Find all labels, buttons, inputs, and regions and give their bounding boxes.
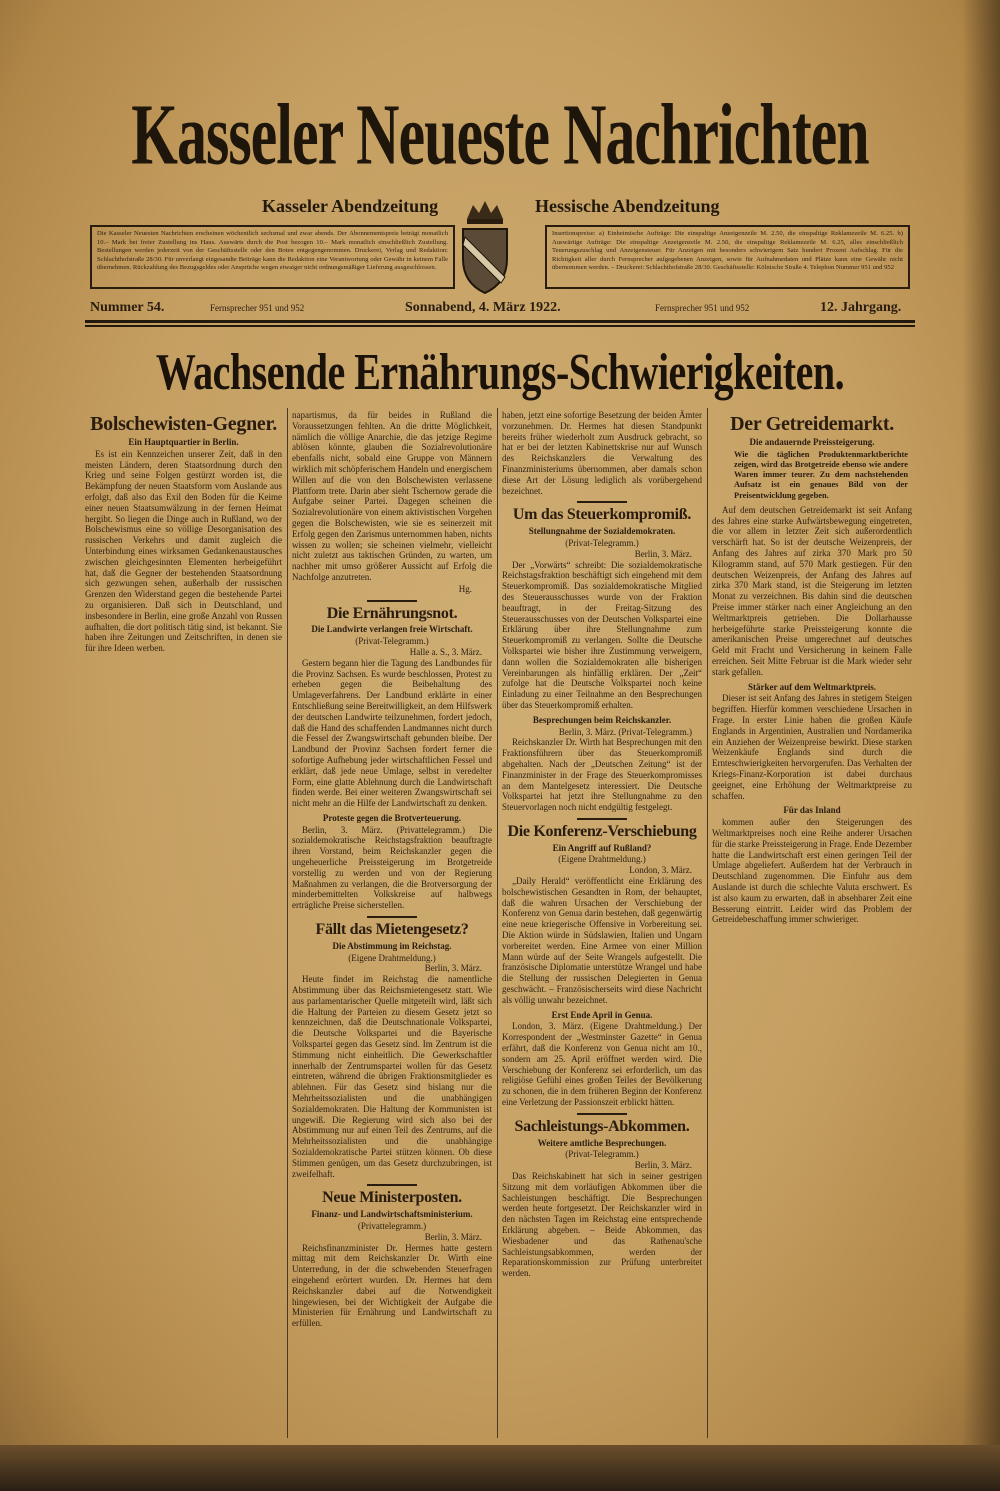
article-intro: Wie die täglichen Produktenmarktberichte zeigen, wird das Brotgetreide ebenso wie andere Waren immer teurer. Zu dem nachstehenden Aufsatz ist ein genaues Bild von der Preisentwicklung gegeben. bbox=[734, 449, 908, 500]
scan-border bbox=[0, 1445, 1000, 1491]
article-source: (Privattelegramm.) bbox=[357, 1220, 427, 1231]
article-text: Das Reichskabinett hat sich in seiner gestrigen Sitzung mit dem vorläufigen Abkommen über die Sachleistungen beschäftigt. Die Besprechungen werden heute fortgesetzt. Der Reichskanzler wird in den nächsten Tagen im Reichstag eine entsprechende Erklärung abgeben. – Beide Abkommen, das Wiesbadener und das Rathenau'sche Sachleistungsabkommen, werden der Reparationskommission zur Prüfung unterbreitet werden. bbox=[502, 1171, 702, 1279]
article-text: Dieser ist seit Anfang des Jahres in stetigem Steigen begriffen. Hierfür kommen verschiedene Ursachen in Frage. In erster Linie haben die großen Käufe Englands in Argentinien, Australien und Nordamerika ein Anziehen der Weizenpreise bewirkt. Diese starken Weizenkäufe Englands sind durch die Ernteschwierigkeiten hervorgerufen. Das Verhalten der Kriegs-Finanz-Korporation ist dabei durchaus geeignet, eine Erhöhung der Weltmarktpreise zu schaffen. bbox=[712, 693, 912, 801]
separator bbox=[577, 1113, 627, 1115]
column-divider bbox=[707, 408, 708, 1438]
article-source: (Eigene Drahtmeldung.) bbox=[348, 952, 436, 963]
article-text: Heute findet im Reichstag die namentliche Abstimmung über das Reichsmietengesetz statt. Wie aus parlamentarischer Quelle mitgeteilt wird, läßt sich die Haltung der Parteien zu diesem Gesetz jetzt so kennzeichnen, daß die Deutschnationale Volkspartei, die Deutsche Volkspartei und die Bayerische Volkspartei gegen das Gesetz sind. Im Zentrum ist die Stimmung nicht einheitlich. Die Gewerkschaftler innerhalb der Zentrumspartei wollen für das Gesetz eintreten, während die übrigen Fraktionsmitglieder es ablehnen. Für das Gesetz sind bislang nur die Mehrheitssozialisten und die unabhängigen Sozialdemokraten. Die Haltung der Kommunisten ist ungewiß. Die Regierung wird sich also bei der Abstimmung nur auf einen Teil des Zentrums, auf die Mehrheitssozialisten und die unabhängige Sozialdemokratische Partei stützen können. Ob diese Stimmen genügen, um das Gesetz durchzubringen, ist zweifelhaft. bbox=[292, 974, 492, 1179]
separator bbox=[367, 916, 417, 918]
article-text: haben, jetzt eine sofortige Besetzung der beiden Ämter vorzunehmen. Dr. Hermes hat diesen Standpunkt bereits früher wiederholt zum Ausdruck gebracht, so hat er bei der letzten Kabinettskrise nur auf Wunsch des Reichskanzlers die Verwaltung des Finanzministeriums übernommen, aber damals schon diese Art der Lösung lediglich als vorübergehend bezeichnet. bbox=[502, 410, 702, 496]
author-signature: Hg. bbox=[458, 583, 472, 594]
article-text: „Daily Herald“ veröffentlicht eine Erklärung des bolschewistischen Gesandten in Rom, der behauptet, daß die wahren Ursachen der Verschiebung der Konferenz von Genua darin bestehen, daß gegenwärtig eine neue kriegerische Offensive in Vorbereitung sei. Die Aktion würde in Südslawien, Italien und Ungarn vorbereitet werden. Eine Armee von einer Million Mann würde auf der Seite Wrangels aufgestellt. Die französische Diplomatie unterstütze Wrangel und habe die Stellung der russischen Delegierten in Genua geschwächt. – Französischerseits wird diese Nachricht als völlig unwahr bezeichnet. bbox=[502, 876, 702, 1005]
article-dateline: London, 3. März. bbox=[629, 865, 692, 876]
masthead-title: Kasseler Neueste Nachrichten bbox=[131, 86, 869, 183]
issue-number: Nummer 54. bbox=[90, 300, 165, 315]
article-text: Gestern begann hier die Tagung des Landbundes für die Provinz Sachsen. Es wurde beschlossen, Protest zu erheben gegen die Beibehaltung des Umlageverfahrens. Der Landbund erklärte in einer Entschließung seine Bereitwilligkeit, an dem Hilfswerk der deutschen Landwirte teilzunehmen, fordert jedoch, daß die Hand des schaffenden Landmannes nicht durch die Fessel der Zwangswirtschaft gebunden bleibe. Der Landbund der Provinz Sachsen fordert ferner die sofortige Aufhebung jeder wirtschaftlichen Fessel und erklärt, daß jede neue Umlage, selbst in veredelter Form, eine glatte Ablehnung durch die Landwirtschaft finden werde. Bei einer weiteren Zwangswirtschaft sei nicht mehr an die Hilfe der Landwirtschaft zu denken. bbox=[292, 657, 492, 809]
article-text: Berlin, 3. März. (Privattelegramm.) Die sozialdemokratische Reichstagsfraktion beauftragte ihren Vorstand, beim Reichskanzler gegen die ungeheuerliche Preissteigerung im Brotgetreide vorstellig zu werden und von der Regierung Maßnahmen zu verlangen, die die Brotversorgung der minderbemittelten Volkskreise auf halbwegs erträgliche Preise sicherstellen. bbox=[292, 824, 492, 911]
article-title: Die Konferenz-Verschiebung bbox=[507, 822, 697, 840]
article-subtitle: Weitere amtliche Besprechungen. bbox=[537, 1137, 667, 1148]
article-subtitle: Die Abstimmung im Reichstag. bbox=[332, 940, 452, 951]
article-subtitle: Finanz- und Landwirtschaftsministerium. bbox=[311, 1209, 473, 1220]
column-4 bbox=[712, 410, 912, 926]
article-source: (Eigene Drahtmeldung.) bbox=[558, 854, 646, 865]
separator bbox=[577, 818, 627, 820]
article-subheading: Stärker auf dem Weltmarktpreis. bbox=[748, 681, 876, 692]
article-dateline: Berlin, 3. März. bbox=[424, 1231, 482, 1242]
article-title: Neue Ministerposten. bbox=[322, 1189, 462, 1207]
article-text: kommen außer den Steigerungen des Weltmarktpreises noch eine Reihe anderer Ursachen für die starke Preissteigerung in Frage. Ende Dezember hatte die Landwirtschaft erst einen geringen Teil der Umlage abgeliefert. Außerdem hat der Verbrauch in Deutschland zugenommen. Die Einfuhr aus dem Auslande ist durch die schlechte Valuta erschwert. Es ist also kaum zu erwarten, daß in absehbarer Zeit eine Besserung eintritt. Leider wird das Problem der Getreidebeschaffung immer schwieriger. bbox=[712, 817, 912, 925]
article-subtitle: Stellungnahme der Sozialdemokraten. bbox=[528, 526, 676, 537]
volume-year: 12. Jahrgang. bbox=[820, 300, 902, 315]
article-title: Die Ernährungsnot. bbox=[326, 604, 458, 622]
article-text: Reichsfinanzminister Dr. Hermes hatte gestern mittag mit dem Reichskanzler Dr. Wirth eine Unterredung, in der die schwebenden Steuerfragen eingehend erörtert wurden. Dr. Hermes hat dem Reichskanzler dabei auf die Notwendigkeit hingewiesen, bei der Wichtigkeit der Aufgabe die Ministerien für Ernährung und Landwirtschaft zu erfüllen. bbox=[292, 1242, 492, 1329]
phone-left: Fernsprecher 951 und 952 bbox=[210, 303, 305, 313]
article-title: Der Getreidemarkt. bbox=[730, 413, 894, 435]
article-dateline: Halle a. S., 3. März. bbox=[409, 646, 482, 657]
masthead-subtitle-left: Kasseler Abendzeitung bbox=[262, 196, 439, 216]
article-dateline: Berlin, 3. März. bbox=[634, 548, 692, 559]
page-edge-shadow bbox=[962, 0, 1000, 1491]
masthead-rule bbox=[85, 325, 915, 327]
article-subheading: Besprechungen beim Reichskanzler. bbox=[532, 714, 672, 725]
article-text: Der „Vorwärts“ schreibt: Die sozialdemokratische Reichstagsfraktion beschäftigt sich eingehend mit dem Steuerkompromiß. Das sozialdemokratische Mitglied des Steuerausschusses wurde von der Fraktion beauftragt, in der Freitag-Sitzung des Steuerausschusses von der Deutschen Volkspartei eine Erklärung über ihre Stellungnahme zum Steuerkompromiß zu verlangen. Sollte die Deutsche Volkspartei wie bisher ihre Zustimmung verweigern, dann wollen die Sozialdemokraten alle bisherigen Vereinbarungen als hinfällig erklären. Der „Zeit“ zufolge hat die Deutsche Volkspartei noch keine Einladung zu einer Teilnahme an den Besprechungen über das Steuerkompromiß erhalten. bbox=[502, 559, 702, 710]
masthead-subtitle-right: Hessische Abendzeitung bbox=[535, 196, 720, 216]
masthead-rule bbox=[85, 320, 915, 323]
article-title: Sachleistungs-Abkommen. bbox=[514, 1117, 690, 1135]
article-subtitle: Die Landwirte verlangen freie Wirtschaft. bbox=[311, 624, 473, 635]
article-title: Fällt das Mietengesetz? bbox=[315, 921, 469, 939]
separator bbox=[367, 1184, 417, 1186]
column-divider bbox=[497, 408, 498, 1438]
issue-date: Sonnabend, 4. März 1922. bbox=[405, 300, 561, 315]
subscription-info-box: Die Kasseler Neuesten Nachrichten erscheinen wöchentlich sechsmal und zwar abends. Der Abonnementspreis beträgt monatlich 10.– Mark bei freier Zustellung ins Haus. Auswärts durch die Post bezogen 10.– Mark monatlich einschließlich Zustellung. Bestellungen werden jederzeit von der Geschäftsstelle oder den Boten entgegengenommen. Druckerei, Verlag und Redaktion: Schlachthofstraße 28/30. Für unverlangt eingesandte Beiträge kann die Redaktion eine Verantwortung oder Gewähr in keinem Falle übernehmen. Rückzahlung des Bezugsgeldes oder Ansprüche wegen etwaiger nicht ordnungsmäßiger Lieferung ausgeschlossen. bbox=[90, 225, 455, 289]
column-1 bbox=[85, 410, 282, 655]
advertising-rates-box: Insertionspreise: a) Einheimische Aufträge: Die einspaltige Anzeigenzeile M. 2.50, die einspaltige Reklamezeile M. 6.25. b) Auswärtige Aufträge: Die einspaltige Anzeigenzeile M. 2.50, die einspaltige Reklamezeile M. 6.25, alles einschließlich Teuerungszuschlag und Anzeigensteuer. Für Anzeigen mit besonders schwierigem Satz hundert Prozent Aufschlag. Für die Richtigkeit aller durch Fernsprecher aufgegebenen Anzeigen, sowie für Aufnahmedaten und Plätze kann eine Gewähr nicht übernommen werden. – Druckerei: Schlachthofstraße 28/30. Geschäftsstelle: Kölnische Straße 4. Telephon Nummer 951 und 952 bbox=[545, 225, 910, 289]
article-subtitle: Ein Angriff auf Rußland? bbox=[552, 842, 652, 853]
article-text: napartismus, da für beides in Rußland die Voraussetzungen fehlten. An die dritte Möglichkeit, nämlich die völlige Anarchie, die das jetzige Regime ablösen könnte, glauben die Sozialrevolutionäre ebenfalls nicht, sobald eine Gruppe von Männern wirklich mit schöpferischem Handeln und energischem Willen auf die von den Bolschewisten verlassene Plattform trete. Darin aber sieht Tschernow gerade die Aufgabe seiner Partei. Dagegen scheinen die Sozialrevolutionäre von einem aktivistischen Vorgehen gegen die Bolschewisten, wie sie es seinerzeit mit Erfolg gegen den Zarismus unternommen haben, nichts wissen zu wollen; sie scheinen vielmehr, vielleicht nicht zuletzt aus taktischen Gründen, zu warten, um nachher mit umso größerer Aussicht auf Erfolg die Nachfolge anzutreten. bbox=[292, 410, 492, 582]
article-source: (Privat-Telegramm.) bbox=[565, 1149, 639, 1160]
article-text: Reichskanzler Dr. Wirth hat Besprechungen mit den Fraktionsführern über das Steuerkompromiß abgehalten. Nach der „Deutschen Zeitung“ ist der Finanzminister in der Frage des Steuerkompromisses an dem Mantelgesetz interessiert. Die Deutsche Volkspartei hat jetzt ihre Stellungnahme zu den Steuervorlagen noch nicht endgültig festgelegt. bbox=[502, 737, 702, 813]
article-text: Es ist ein Kennzeichen unserer Zeit, daß in den meisten Ländern, deren Staatsordnung durch den Krieg und seine Folgen gestürzt worden ist, die Bekämpfung der neuen Staatsform vom Auslande aus erfolgt, daß also das Exil den Boden für die Keime einer neuen Staatsumwälzung in der fernen Heimat hergibt. So liegen die Dinge auch in Rußland, wo der Bolschewismus eine so völlige Desorganisation des russischen Verkehrs und damit zugleich die Unterbindung eines wirksamen Gedankenaustausches zwischen gleichgesinnten Elementen herbeigeführt hat, daß die Gegner der bestehenden Staatsordnung sich gezwungen sehen, außerhalb der russischen Grenzen den Widerstand gegen die bestehende Partei zu organisieren. Daß sich in Deutschland, und insbesondere in Berlin, eine große Anzahl von Russen aufhalten, die dort politisch tätig sind, ist bekannt. Sie haben ihre Zeitungen und Zeitschriften, in denen sie für ihre Ideen werben. bbox=[85, 448, 282, 654]
article-text: London, 3. März. (Eigene Drahtmeldung.) Der Korrespondent der „Westminster Gazette“ in Genua erfährt, daß die Konferenz von Genua nicht am 10., sondern am 25. April eröffnet werden wird. Die Verschiebung der Konferenz sei erforderlich, um das religiöse Gefühl eines großen Teiles der Bevölkerung zu schonen, die in dem früheren Beginn der Konferenz eine Verletzung der Passionszeit erblickt hätten. bbox=[502, 1021, 702, 1108]
article-title: Bolschewisten-Gegner. bbox=[90, 413, 277, 435]
column-2 bbox=[292, 410, 492, 1330]
article-subtitle: Die andauernde Preissteigerung. bbox=[749, 437, 875, 447]
article-source: (Privat-Telegramm.) bbox=[565, 537, 639, 548]
main-headline: Wachsende Ernährungs-Schwierigkeiten. bbox=[155, 342, 845, 401]
article-source: (Privat-Telegramm.) bbox=[355, 636, 429, 647]
column-divider bbox=[287, 408, 288, 1438]
separator bbox=[367, 600, 417, 602]
article-dateline: Berlin, 3. März. bbox=[424, 963, 482, 974]
coat-of-arms-icon bbox=[455, 197, 515, 297]
article-subheading: Für das Inland bbox=[783, 805, 841, 816]
article-subtitle: Ein Hauptquartier in Berlin. bbox=[128, 437, 239, 447]
article-dateline: Berlin, 3. März. bbox=[634, 1160, 692, 1171]
article-title: Um das Steuerkompromiß. bbox=[512, 506, 692, 524]
article-subheading: Erst Ende April in Genua. bbox=[551, 1009, 653, 1020]
dateline-bar bbox=[90, 300, 910, 318]
article-dateline: Berlin, 3. März. (Privat-Telegramm.) bbox=[558, 726, 692, 737]
article-subheading: Proteste gegen die Brotverteuerung. bbox=[322, 812, 462, 823]
column-3 bbox=[502, 410, 702, 1280]
article-text: Auf dem deutschen Getreidemarkt ist seit Anfang des Jahres eine starke Aufwärtsbewegung eingetreten, die vor allem in letzter Zeit sich außerordentlich verschärft hat. So ist der deutsche Weizenpreis, der Anfang des Jahres auf zirka 370 Mark pro 50 Kilogramm stand, auf 570 Mark gestiegen. Für den deutschen Weizenpreis, der Anfang des Jahres auf zirka 370 Mark stand, ist die Steigerung im letzten Monat zu verzeichnen. Bis dahin sind die deutschen Preise immer stärker nach einer Angleichung an den Weltmarktpreis getrieben. Die Dollarhausse herbeigeführte starke Preissteigerung konnte die amerikanischen Preise umgerechnet auf deutsches Geld mit Fracht und Versicherung in keinem Falle erreichen. Seit Mitte Februar ist die Mark wieder sehr stark gefallen. bbox=[712, 504, 912, 677]
separator bbox=[577, 501, 627, 503]
phone-right: Fernsprecher 951 und 952 bbox=[655, 303, 750, 313]
